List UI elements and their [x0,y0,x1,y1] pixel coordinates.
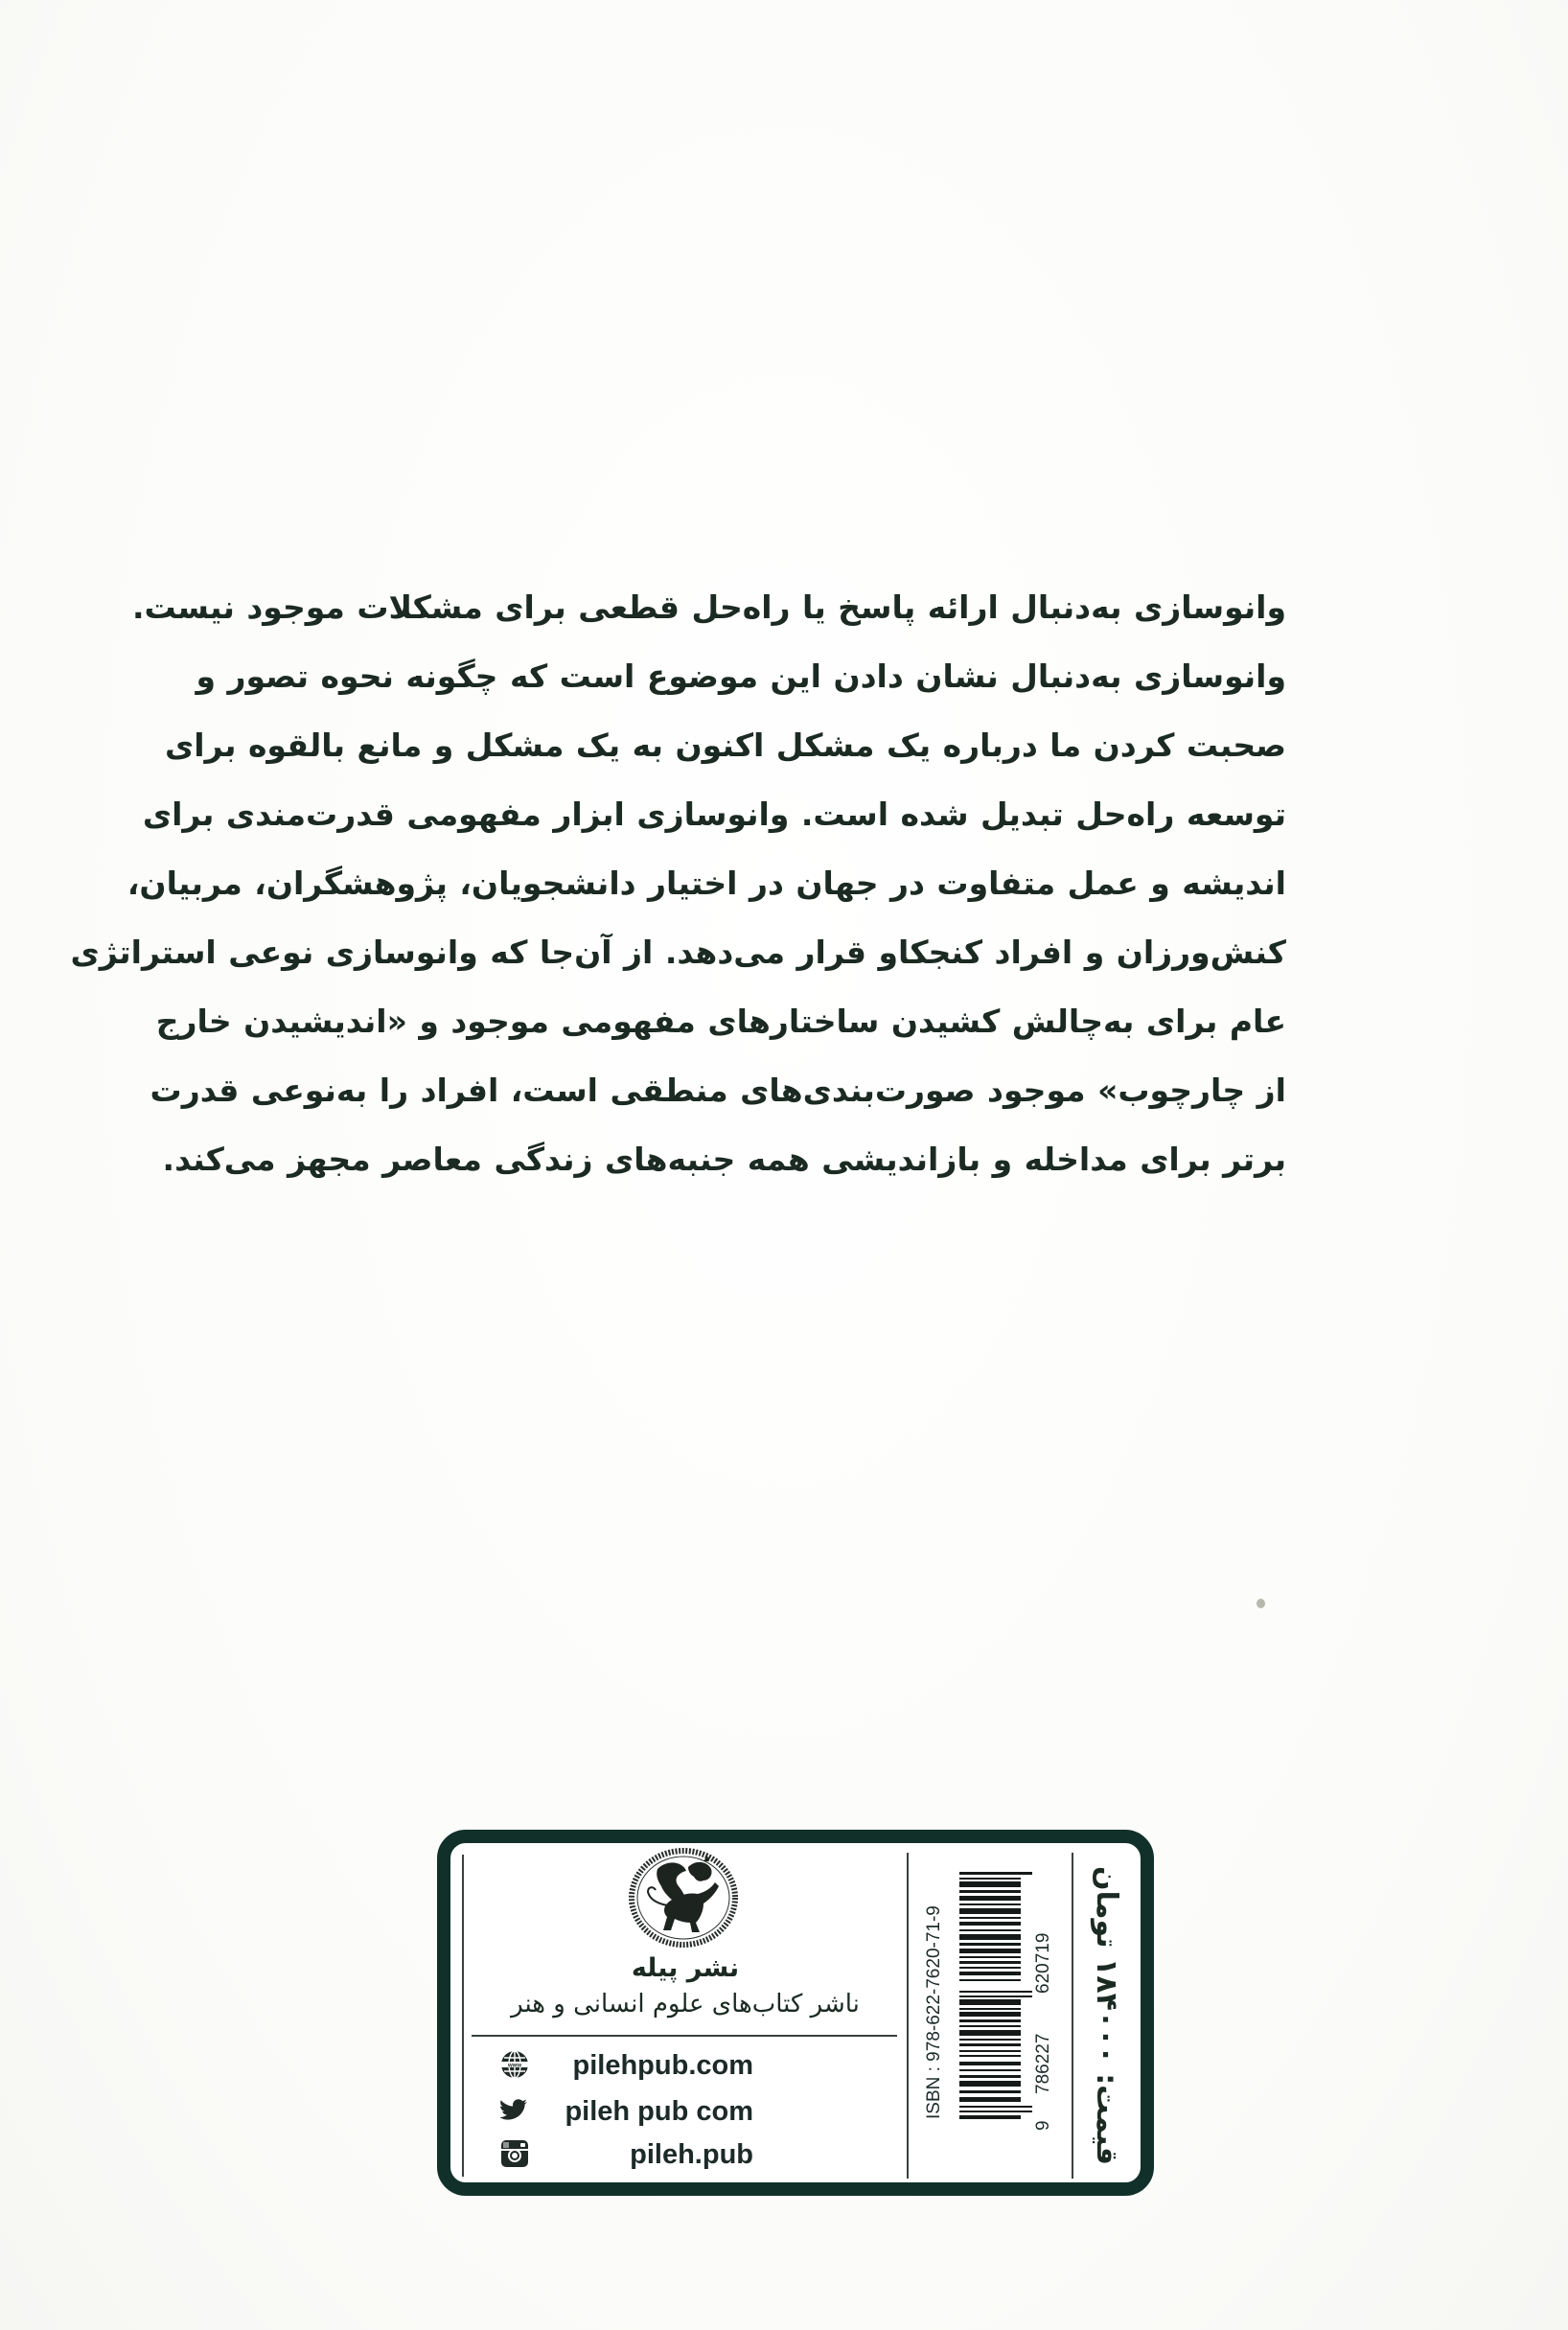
contact-instagram-text: pileh.pub [630,2139,753,2170]
svg-text:www: www [507,2063,522,2069]
barcode-lead-digit: 9 [1033,2120,1053,2131]
divider [1072,1853,1073,2179]
twitter-bird-icon [500,2096,529,2125]
barcode-group-1: 786227 [1033,2033,1053,2095]
divider [472,2035,897,2037]
colophon-box [437,1830,1154,2196]
divider [462,1855,464,2177]
winged-lion-emblem-icon [629,1848,738,1948]
globe-www-icon [500,2050,529,2079]
publisher-tagline: ناشر کتاب‌های علوم انسانی و هنر [511,1990,860,2019]
blurb-line: برتر برای مداخله و بازاندیشی همه جنبه‌های زندگی معاصر مجهز می‌کند. [162,1141,1286,1178]
publisher-name: نشر پیله [631,1953,740,1983]
contact-twitter-text: pileh pub com [565,2096,753,2127]
barcode-digits [1033,1872,1054,2131]
blurb-line: صحبت کردن ما درباره یک مشکل اکنون به یک مشکل و مانع بالقوه برای [164,727,1286,764]
blurb-line: توسعه راه‌حل تبدیل شده است. وانوسازی ابزار مفهومی قدرت‌مندی برای [142,796,1286,833]
blurb-line: از چارچوب» موجود صورت‌بندی‌های منطقی است، افراد را به‌نوعی قدرت [150,1072,1286,1109]
blurb-line: کنش‌ورزان و افراد کنجکاو قرار می‌دهد. از آن‌جا که وانوسازی نوعی استراتژی [70,934,1286,971]
divider [907,1853,909,2179]
barcode-icon [959,1872,1032,2121]
barcode-group-2: 620719 [1033,1933,1053,1995]
contact-twitter[interactable] [485,2090,888,2133]
contact-instagram[interactable] [485,2134,888,2176]
blurb-line: وانوسازی به‌دنبال نشان دادن این موضوع است که چگونه نحوه تصور و [196,657,1286,695]
blurb-line: اندیشه و عمل متفاوت در جهان در اختیار دانشجویان، پژوهشگران، مربیان، [127,865,1286,902]
blurb-line: وانوسازی به‌دنبال ارائه پاسخ یا راه‌حل قطعی برای مشکلات موجود نیست. [131,588,1286,626]
contact-website[interactable] [485,2044,888,2087]
isbn-label: ISBN : 978-622-7620-71-9 [924,1905,944,2120]
back-cover-blurb [70,573,1286,1194]
paper-speck [1257,1599,1265,1608]
blurb-line: عام برای به‌چالش کشیدن ساختارهای مفهومی موجود و «اندیشیدن خارج [155,1003,1286,1040]
instagram-camera-icon [500,2139,529,2168]
contact-website-text: pilehpub.com [572,2050,753,2081]
price-label: قیمت: ۱۸۴۰۰۰ تومان [1090,1865,1123,2166]
